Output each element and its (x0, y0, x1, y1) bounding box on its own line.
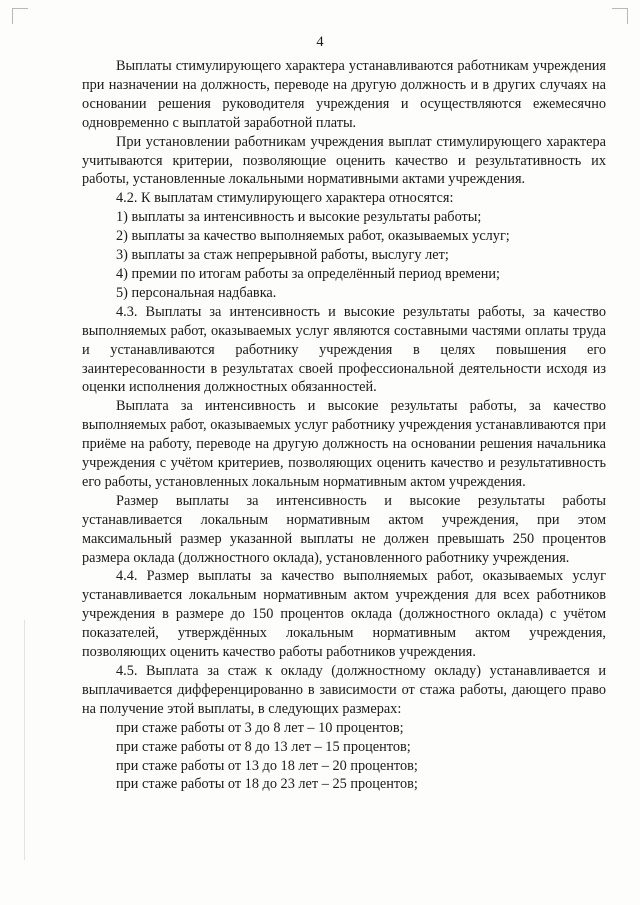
paragraph: 4.5. Выплата за стаж к окладу (должностному окладу) устанавливается и выплачивается дифференцированно в зависимости от стажа работы, дающего право на получение этой выплаты, в следующих размерах: (82, 663, 606, 717)
tier-item: при стаже работы от 3 до 8 лет – 10 процентов; (116, 719, 404, 736)
tier-item: при стаже работы от 13 до 18 лет – 20 процентов; (116, 757, 418, 774)
list-item: 1) выплаты за интенсивность и высокие результаты работы; (116, 209, 482, 226)
paragraph: Выплата за интенсивность и высокие результаты работы, за качество выполняемых работ, оказываемых услуг работнику учреждения устанавливаются при приёме на работу, переводе на другую должность на основании решения начальника учреждения с учётом критериев, позволяющих оценить качество и результативность его работы, установленных локальным нормативным актом учреждения. (82, 398, 606, 490)
list-item: 5) персональная надбавка. (116, 284, 277, 301)
paragraph: Выплаты стимулирующего характера устанавливаются работникам учреждения при назначении на должность, переводе на другую должность и в других случаях на основании решения руководителя учреждения и осуществляются ежемесячно одновременно с выплатой заработной платы. (82, 58, 606, 131)
tier-item: при стаже работы от 18 до 23 лет – 25 процентов; (116, 776, 418, 793)
crop-mark-top-left-vertical (12, 8, 13, 24)
paragraph: 4.4. Размер выплаты за качество выполняемых работ, оказываемых услуг устанавливается локальным нормативным актом учреждения для всех работников учреждения в размере до 150 процентов оклада (должностного оклада) с учётом показателей, утверждённых локальным нормативным актом учреждения, позволяющих оценить качество работы работников учреждения. (82, 568, 606, 661)
list-item: 2) выплаты за качество выполняемых работ, оказываемых услуг; (116, 228, 510, 245)
document-body (82, 57, 606, 794)
crop-mark-top-right-horizontal (612, 8, 628, 9)
crop-mark-top-right-vertical (627, 8, 628, 24)
crop-mark-top-left-horizontal (12, 8, 28, 9)
paragraph: Размер выплаты за интенсивность и высокие результаты работы устанавливается локальным нормативным актом учреждения, при этом максимальный размер указанной выплаты не должен превышать 250 процентов размера оклада (должностного оклада), установленного работнику учреждения. (82, 492, 606, 566)
paragraph: 4.2. К выплатам стимулирующего характера относятся: (116, 190, 454, 207)
paragraph: При установлении работникам учреждения выплат стимулирующего характера учитываются критерии, позволяющие оценить качество и результативность их работы, установленные локальными нормативными актами учреждения. (82, 133, 606, 188)
list-item: 4) премии по итогам работы за определённый период времени; (116, 265, 500, 282)
tier-item: при стаже работы от 8 до 13 лет – 15 процентов; (116, 738, 411, 755)
list-item: 3) выплаты за стаж непрерывной работы, выслугу лет; (116, 247, 449, 264)
crop-mark-left-edge (24, 620, 25, 860)
page-number: 4 (316, 34, 324, 50)
paragraph: 4.3. Выплаты за интенсивность и высокие результаты работы, за качество выполняемых работ, оказываемых услуг являются составными частями оплаты труда и устанавливаются работнику учреждения в целях повышения его заинтересованности в результатах своей профессиональной деятельности исходя из оценки исполнения должностных обязанностей. (82, 303, 606, 396)
